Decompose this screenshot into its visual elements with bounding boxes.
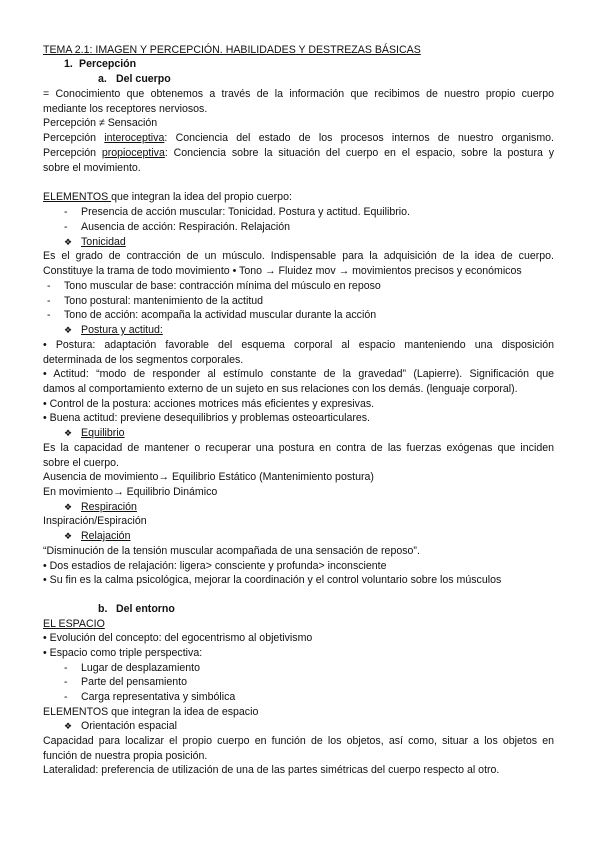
proprioceptive-continuation: sobre el movimiento. <box>43 162 141 174</box>
espacio-bullet: • Espacio como triple perspectiva: <box>43 647 203 659</box>
section-heading-percepcion: Percepción <box>79 58 137 70</box>
interoceptive-prefix: Percepción <box>43 132 105 144</box>
perception-vs-sensation: Percepción ≠ Sensación <box>43 117 158 129</box>
document-title: TEMA 2.1: IMAGEN Y PERCEPCIÓN. HABILIDADES Y DESTREZAS BÁSICAS <box>43 44 421 56</box>
postura-definition: determinada de los segmentos corporales. <box>43 354 244 366</box>
definition-line: = Conocimiento que obtenemos a través de la información que recibimos de nuestro propio cuerpo <box>43 88 554 100</box>
interoceptive-definition <box>43 131 554 146</box>
definition-line: mediante los receptores nerviosos. <box>43 103 208 115</box>
list-item: Presencia de acción muscular: Tonicidad. Postura y actitud. Equilibrio. <box>81 206 410 218</box>
list-item: Tono postural: mantenimiento de la actitud <box>64 295 264 307</box>
orientacion-heading: Orientación espacial <box>81 720 177 732</box>
interoceptive-text: : Conciencia del estado de los procesos internos de nuestro organismo. <box>164 132 554 144</box>
relajacion-bullet: • Su fin es la calma psicológica, mejorar la coordinación y el control voluntario sobre los músculos <box>43 574 502 586</box>
list-item: Tono muscular de base: contracción mínima del músculo en reposo <box>64 280 381 292</box>
actitud-definition: • Actitud: “modo de responder al estímulo constante de la gravedad” (Lapierre). Significación que <box>43 368 554 380</box>
espacio-bullet: • Evolución del concepto: del egocentrismo al objetivismo <box>43 632 313 644</box>
diamond-bullet-icon: ❖ <box>64 502 73 512</box>
interoceptive-term: interoceptiva <box>104 132 165 144</box>
proprioceptive-definition <box>43 146 554 161</box>
lateralidad-definition: Lateralidad: preferencia de utilización de una de las partes simétricas del cuerpo respecto al otro. <box>43 764 500 776</box>
postura-definition: • Postura: adaptación favorable del esquema corporal al espacio manteniendo una disposición <box>43 339 554 351</box>
postura-bullet: • Buena actitud: previene desequilibrios y problemas osteoarticulares. <box>43 412 370 424</box>
diamond-bullet-icon: ❖ <box>64 721 73 731</box>
proprioceptive-prefix: Percepción <box>43 147 102 159</box>
respiracion-heading: Respiración <box>81 501 137 513</box>
list-item: Parte del pensamiento <box>81 676 188 688</box>
dash-bullet: - <box>64 221 68 233</box>
capacidad-definition: función de nuestra propia posición. <box>43 750 208 762</box>
list-item: Ausencia de acción: Respiración. Relajación <box>81 221 291 233</box>
subsection-letter: a. <box>98 73 107 85</box>
list-item: Carga representativa y simbólica <box>81 691 236 703</box>
subsection-letter: b. <box>98 603 108 615</box>
diamond-bullet-icon: ❖ <box>64 531 73 541</box>
list-item: Tono de acción: acompaña la actividad muscular durante la acción <box>64 309 377 321</box>
actitud-definition: damos al comportamiento externo de un sujeto en sus relaciones con los demás. (lenguaje corporal). <box>43 383 518 395</box>
dash-bullet: - <box>64 691 68 703</box>
espacio-heading: EL ESPACIO <box>43 618 105 630</box>
postura-heading: Postura y actitud: <box>81 324 163 336</box>
relajacion-heading: Relajación <box>81 530 131 542</box>
body-elements-heading <box>43 190 292 205</box>
subsection-heading-cuerpo: Del cuerpo <box>116 73 171 85</box>
dash-bullet: - <box>64 206 68 218</box>
respiracion-text: Inspiración/Espiración <box>43 515 147 527</box>
capacidad-definition: Capacidad para localizar el propio cuerpo en función de los objetos, así como, situar a los objetos en <box>43 735 554 747</box>
subsection-heading-entorno: Del entorno <box>116 603 175 615</box>
elements-text: que integran la idea del propio cuerpo: <box>111 191 292 203</box>
relajacion-bullet: • Dos estadios de relajación: ligera> consciente y profunda> inconsciente <box>43 560 387 572</box>
tonicidad-heading: Tonicidad <box>81 236 126 248</box>
proprioceptive-text: : Conciencia sobre la situación del cuerpo en el espacio, sobre la postura y <box>164 147 554 159</box>
postura-bullet: • Control de la postura: acciones motrices más eficientes y expresivas. <box>43 398 375 410</box>
equilibrio-definition: sobre el cuerpo. <box>43 457 119 469</box>
tonicidad-definition: Es el grado de contracción de un músculo. Indispensable para la adquisición de la idea de cuerpo. <box>43 250 554 262</box>
dash-bullet: - <box>47 295 51 307</box>
diamond-bullet-icon: ❖ <box>64 428 73 438</box>
equilibrio-heading: Equilibrio <box>81 427 125 439</box>
dash-bullet: - <box>47 309 51 321</box>
tonicidad-definition: Constituye la trama de todo movimiento • Tono → Fluidez mov → movimientos precisos y económicos <box>43 265 522 277</box>
proprioceptive-term: propioceptiva <box>101 147 165 159</box>
elements-term: ELEMENTOS <box>43 191 112 203</box>
list-item: Lugar de desplazamiento <box>81 662 200 674</box>
dash-bullet: - <box>47 280 51 292</box>
equilibrio-definition: Es la capacidad de mantener o recuperar una postura en contra de las fuerzas exógenas que inciden <box>43 442 554 454</box>
diamond-bullet-icon: ❖ <box>64 325 73 335</box>
diamond-bullet-icon: ❖ <box>64 237 73 247</box>
section-number: 1. <box>64 58 73 70</box>
relajacion-quote: “Disminución de la tensión muscular acompañada de una sensación de reposo”. <box>43 545 420 557</box>
space-elements-heading: ELEMENTOS que integran la idea de espacio <box>43 706 259 718</box>
dash-bullet: - <box>64 676 68 688</box>
equilibrio-static: Ausencia de movimiento→ Equilibrio Estático (Mantenimiento postura) <box>43 471 374 483</box>
equilibrio-dynamic: En movimiento→ Equilibrio Dinámico <box>43 486 218 498</box>
dash-bullet: - <box>64 662 68 674</box>
